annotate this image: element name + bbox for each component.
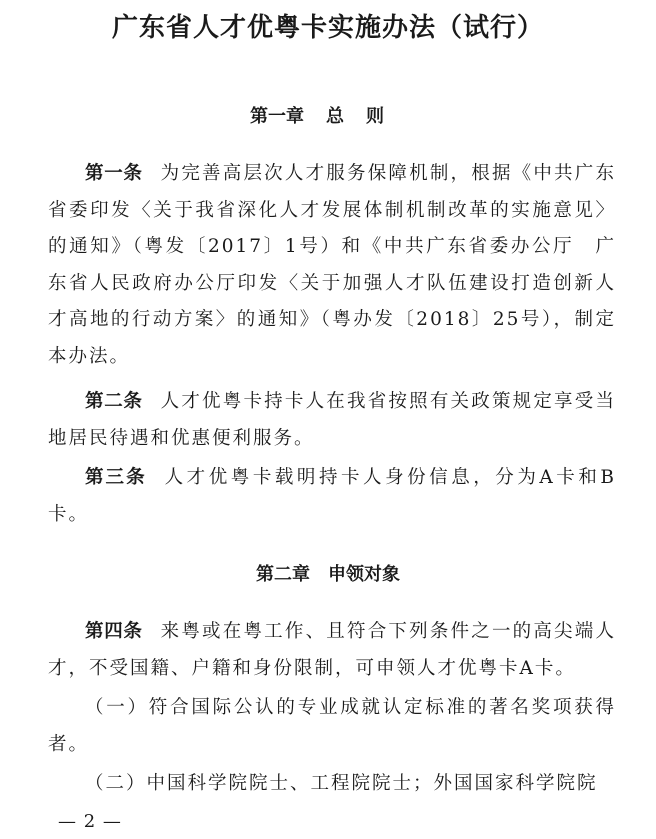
list-item	[48, 766, 616, 803]
article-label: 第三条	[85, 467, 147, 488]
list-item-text: （一）符合国际公认的专业成就认定标准的著名奖项获得者。	[48, 697, 616, 755]
chapter-name: 总则	[326, 106, 406, 127]
article-paragraph	[48, 614, 616, 687]
list-item	[48, 690, 616, 763]
chapter-number: 第一章	[250, 106, 304, 127]
article-text: 来粤或在粤工作、且符合下列条件之一的高尖端人才，不受国籍、户籍和身份限制，可申领人才优粤卡A卡。	[48, 621, 616, 679]
article-text: 为完善高层次人才服务保障机制，根据《中共广东省委印发〈关于我省深化人才发展体制机制改革的实施意见〉的通知》（粤发〔2017〕1号）和《中共广东省委办公厅 广东省人民政府办公厅印发〈关于加强人才队伍建设打造创新人才高地的行动方案〉的通知》（粤办发〔2018〕25号），制定本办法。	[48, 163, 616, 367]
chapter-number: 第二章	[256, 564, 310, 585]
article-paragraph	[48, 156, 616, 375]
chapter-heading	[0, 104, 656, 130]
chapter-heading	[0, 562, 656, 588]
page-number: — 2 —	[58, 811, 122, 832]
document-title: 广东省人才优粤卡实施办法（试行）	[111, 13, 544, 43]
article-text: 人才优粤卡持卡人在我省按照有关政策规定享受当地居民待遇和优惠便利服务。	[48, 391, 616, 449]
article-label: 第四条	[85, 621, 143, 642]
article-label: 第二条	[85, 391, 143, 412]
article-paragraph	[48, 384, 616, 457]
article-text: 人才优粤卡载明持卡人身份信息，分为A卡和B卡。	[48, 467, 616, 525]
list-item-text: （二）中国科学院院士、工程院院士；外国国家科学院院	[85, 773, 598, 794]
article-paragraph	[48, 460, 616, 533]
chapter-name: 申领对象	[328, 564, 400, 585]
article-label: 第一条	[85, 163, 143, 184]
